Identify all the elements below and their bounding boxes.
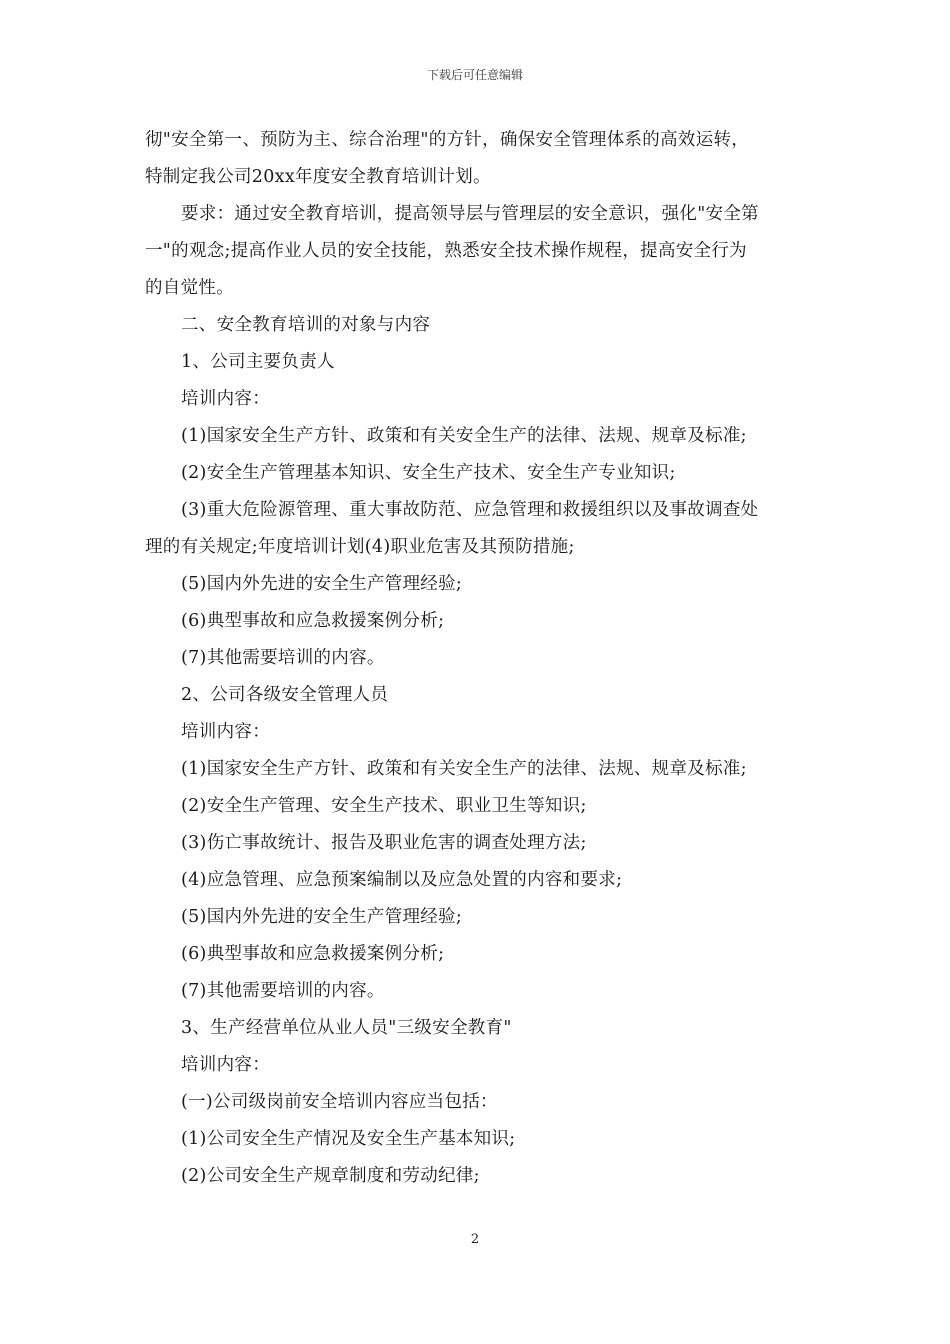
list-item: (3)重大危险源管理、重大事故防范、应急管理和救援组织以及事故调查处 (181, 500, 759, 520)
list-item: (4)应急管理、应急预案编制以及应急处置的内容和要求; (181, 870, 623, 890)
list-item: (5)国内外先进的安全生产管理经验; (181, 574, 463, 594)
list-item: (6)典型事故和应急救援案例分析; (181, 611, 445, 631)
list-item: (1)公司安全生产情况及安全生产基本知识; (181, 1129, 516, 1149)
body-line: 彻"安全第一、预防为主、综合治理"的方针，确保安全管理体系的高效运转， (145, 130, 750, 150)
page-header: 下载后可任意编辑 (426, 68, 523, 82)
body-line: 的自觉性。 (145, 278, 234, 298)
list-item: (2)公司安全生产规章制度和劳动纪律; (181, 1166, 480, 1186)
page-number: 2 (470, 1232, 480, 1247)
list-item: (3)伤亡事故统计、报告及职业危害的调查处理方法; (181, 833, 587, 853)
section-heading: 二、安全教育培训的对象与内容 (181, 315, 431, 335)
list-item: (7)其他需要培训的内容。 (181, 981, 385, 1001)
subsection-heading: 2、公司各级安全管理人员 (181, 685, 389, 705)
list-item: (1)国家安全生产方针、政策和有关安全生产的法律、法规、规章及标准; (181, 426, 747, 446)
list-heading: (一)公司级岗前安全培训内容应当包括： (181, 1092, 498, 1112)
subsection-heading: 3、生产经营单位从业人员"三级安全教育" (181, 1018, 512, 1038)
list-item: (1)国家安全生产方针、政策和有关安全生产的法律、法规、规章及标准; (181, 759, 747, 779)
body-line: 要求：通过安全教育培训，提高领导层与管理层的安全意识，强化"安全第 (181, 204, 759, 224)
list-item-continuation: 理的有关规定;年度培训计划(4)职业危害及其预防措施; (145, 537, 575, 557)
list-item: (6)典型事故和应急救援案例分析; (181, 944, 445, 964)
body-line: 培训内容： (181, 722, 270, 742)
list-item: (2)安全生产管理基本知识、安全生产技术、安全生产专业知识; (181, 463, 676, 483)
list-item: (2)安全生产管理、安全生产技术、职业卫生等知识; (181, 796, 587, 816)
body-line: 特制定我公司20xx年度安全教育培训计划。 (145, 167, 491, 187)
list-item: (7)其他需要培训的内容。 (181, 648, 385, 668)
document-body (145, 122, 809, 1195)
list-item: (5)国内外先进的安全生产管理经验; (181, 907, 463, 927)
body-line: 一"的观念;提高作业人员的安全技能，熟悉安全技术操作规程，提高安全行为 (145, 241, 747, 261)
subsection-heading: 1、公司主要负责人 (181, 352, 335, 372)
body-line: 培训内容： (181, 1055, 270, 1075)
body-line: 培训内容： (181, 389, 270, 409)
